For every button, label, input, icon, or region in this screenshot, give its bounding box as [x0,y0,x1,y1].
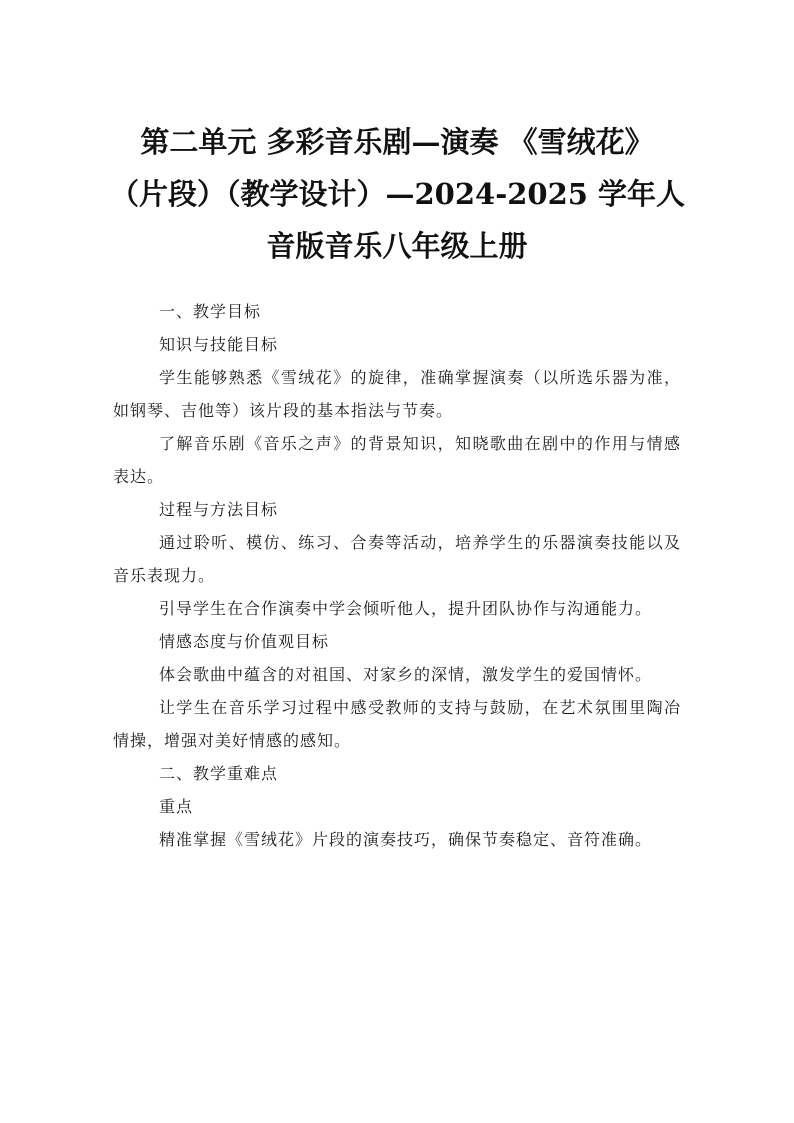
subheading-emotion-values: 情感态度与价值观目标 [159,632,330,651]
title-line-2: （片段）（教学设计）—2024-2025 学年人 [110,177,686,211]
document-body [113,295,681,856]
title-line-3: 音版音乐八年级上册 [266,229,528,263]
document-title [110,116,684,272]
paragraph: 引导学生在合作演奏中学会倾听他人，提升团队协作与沟通能力。 [159,599,653,618]
subheading-knowledge-skills: 知识与技能目标 [159,335,279,354]
paragraph: 学生能够熟悉《雪绒花》的旋律，准确掌握演奏（以所选乐器为准，如钢琴、吉他等）该片段的基本指法与节奏。 [113,368,681,420]
paragraph: 精准掌握《雪绒花》片段的演奏技巧，确保节奏稳定、音符准确。 [159,830,653,849]
paragraph: 体会歌曲中蕴含的对祖国、对家乡的深情，激发学生的爱国情怀。 [159,665,653,684]
paragraph: 让学生在音乐学习过程中感受教师的支持与鼓励，在艺术氛围里陶冶情操，增强对美好情感的感知。 [113,698,681,750]
paragraph: 通过聆听、模仿、练习、合奏等活动，培养学生的乐器演奏技能以及音乐表现力。 [113,533,681,585]
subheading-process-method: 过程与方法目标 [159,500,279,519]
section-heading-key-difficult-points: 二、教学重难点 [159,764,279,783]
section-heading-objectives: 一、教学目标 [159,302,262,321]
title-line-1: 第二单元 多彩音乐剧—演奏 《雪绒花》 [140,125,654,159]
paragraph: 了解音乐剧《音乐之声》的背景知识，知晓歌曲在剧中的作用与情感表达。 [113,434,681,486]
subheading-key-points: 重点 [159,797,194,816]
